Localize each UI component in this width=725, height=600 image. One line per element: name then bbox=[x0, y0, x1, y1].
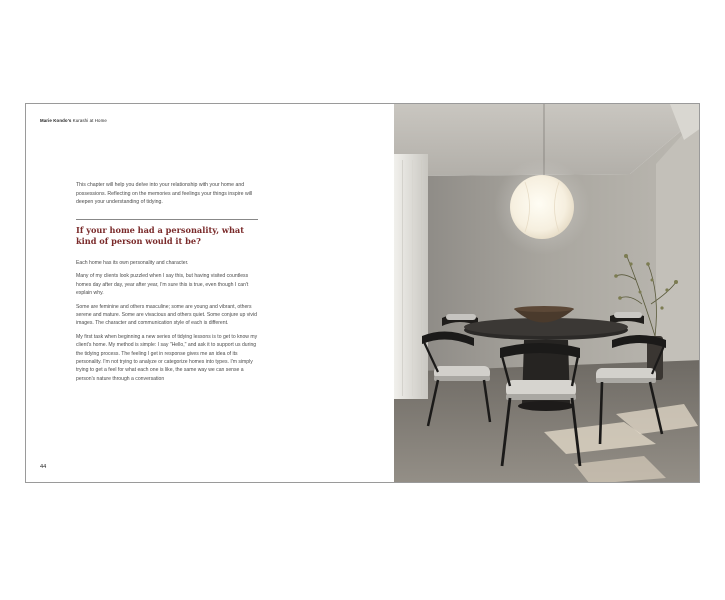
table-base bbox=[518, 401, 574, 411]
right-page bbox=[394, 104, 700, 482]
bowl-rim bbox=[514, 306, 574, 312]
left-page bbox=[26, 104, 394, 482]
paragraph: Some are feminine and others masculine; some are young and vibrant, others serene and mature. Some are vivacious and others quiet. Some conjure up vivid images. The character and communication style of each is different. bbox=[76, 303, 257, 327]
chapter-intro: This chapter will help you delve into your relationship with your home and possessions. Reflecting on the memories and feelings your things inspire will deepen your understanding of tidying. bbox=[76, 182, 253, 206]
curtain bbox=[394, 154, 428, 399]
section-heading: If your home had a personality, what kind of person would it be? bbox=[76, 225, 245, 247]
curtain-fold bbox=[402, 160, 403, 396]
page-number: 44 bbox=[40, 464, 47, 470]
paragraph: My first task when beginning a new series of tidying lessons is to get to know my client's home. My method is simple: I say "Hello," and ask it to support us during the tidying process. The feeling I get in response gives me an idea of its personality. I'm not trying to analyze or categorize homes into types. I'm simply trying to get a feel for what each one is like, the same way we can sense a person's nature through a conversation bbox=[76, 333, 258, 382]
pendant-lamp bbox=[510, 175, 574, 239]
curtain-fold bbox=[421, 160, 422, 396]
book-spread bbox=[25, 103, 700, 483]
dining-room-photo bbox=[394, 104, 700, 482]
curtain-fold bbox=[412, 160, 413, 396]
body-text bbox=[76, 259, 261, 388]
paragraph: Many of my clients look puzzled when I say this, but having visited countless homes day after day, year after year, I'm sure this is true, even though I can't explain why. bbox=[76, 273, 249, 297]
divider bbox=[76, 219, 258, 220]
paragraph: Each home has its own personality and character. bbox=[76, 260, 189, 266]
running-head bbox=[40, 118, 107, 123]
running-head-author: Marie Kondo's bbox=[40, 118, 72, 123]
running-head-title: Kurashi at Home bbox=[71, 118, 107, 123]
